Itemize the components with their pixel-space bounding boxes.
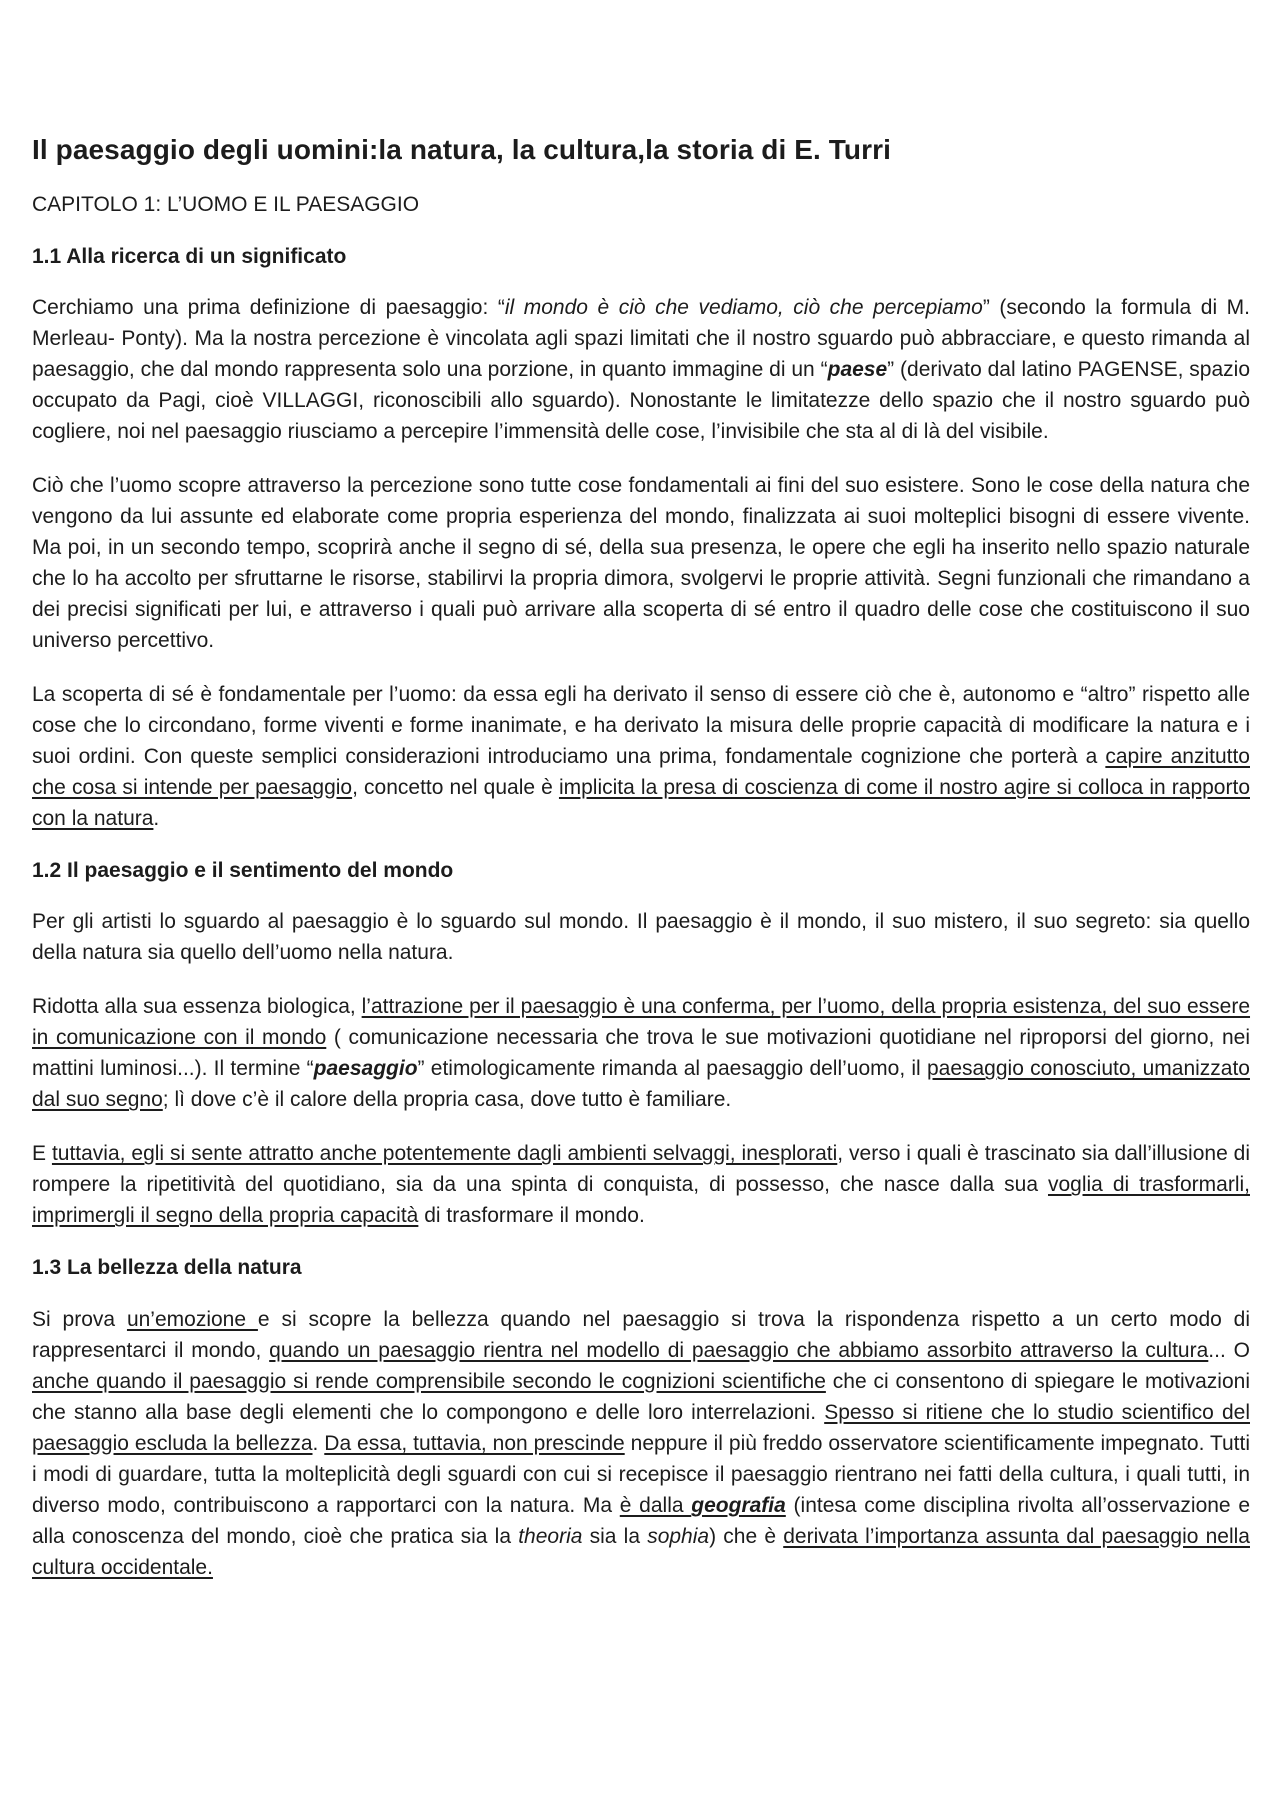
section-heading-1-3: 1.3 La bellezza della natura [32,1256,302,1280]
underlined-text: tuttavia, egli si sente attratto anche potentemente dagli ambienti selvaggi, inesplorati [51,1142,838,1166]
text-run: , concetto nel quale è [352,776,559,800]
paragraph-1-1-c [32,679,1250,834]
underlined-text: Da essa, tuttavia, non prescinde [324,1431,625,1455]
paragraph-1-3-a [32,1304,1250,1583]
document-title: Il paesaggio degli uomini:la natura, la cultura,la storia di E. Turri [32,134,891,165]
text-run: di trasformare il mondo. [418,1204,645,1228]
underlined-text: Spesso si ritiene che lo studio scientifico del paesaggio escluda la bellezza [32,1400,1250,1455]
term-bold-italic-underlined: geografia [691,1493,786,1517]
paragraph-1-1-b: Ciò che l’uomo scopre attraverso la percezione sono tutte cose fondamentali ai fini del suo esistere. Sono le cose della natura che vengono da lui assunte ed elaborate come propria esperienza del mondo, finalizzata ai suoi molteplici bisogni di essere vivente. Ma poi, in un secondo tempo, scoprirà anche il segno di sé, della sua presenza, le opere che egli ha inserito nello spazio naturale che lo ha accolto per sfruttarne le risorse, stabilirvi la propria dimora, svolgervi le proprie attività. Segni funzionali che rimandano a dei precisi significati per lui, e attraverso i quali può arrivare alla scoperta di sé entro il quadro delle cose che costituiscono il suo universo percettivo. [32,474,1250,653]
paragraph-1-2-c [32,1138,1250,1231]
text-run: , verso i quali è trascinato sia dall’illusione di rompere la ripetitività del quotidiano, sia da una spinta di conquista, di possesso, che nasce dalla sua [32,1142,1251,1197]
term-italic: theoria [518,1524,583,1548]
text-run: E [32,1142,52,1166]
text-run: che ci consentono di spiegare le motivazioni che stanno alla base degli elementi che lo compongono e delle loro interrelazioni. [32,1369,1250,1424]
underlined-text: è dalla [619,1493,692,1517]
text-run: e si scopre la bellezza quando nel paesaggio si trova la rispondenza rispetto a un certo modo di rappresentarci il mondo, [32,1307,1251,1362]
text-run: Cerchiamo una prima definizione di paesaggio: “ [32,296,505,320]
section-heading-1-1: 1.1 Alla ricerca di un significato [32,244,347,268]
text-run: La scoperta di sé è fondamentale per l’uomo: da essa egli ha derivato il senso di essere ciò che è, autonomo e “altro” rispetto alle cose che lo circondano, forme viventi e forme inanimate, e ha derivato la misura delle proprie capacità di modificare la natura e i suoi ordini. Con queste semplici considerazioni introduciamo una prima, fondamentale cognizione che porterà a [32,683,1250,769]
text-run: . [312,1431,325,1455]
text-run: ” (secondo la formula di M. Merleau- Ponty). Ma la nostra percezione è vincolata agli spazi limitati che il nostro sguardo può abbracciare, e questo rimanda al paesaggio, che dal mondo rappresenta solo una porzione, in quanto immagine di un “ [32,296,1250,382]
text-run: ” (derivato dal latino PAGENSE, spazio occupato da Pagi, cioè VILLAGGI, riconoscibili allo sguardo). Nonostante le limitatezze dello spazio che il nostro sguardo può cogliere, noi nel paesaggio riusciamo a percepire l’immensità delle cose, l’invisibile che sta al di là del visibile. [32,358,1251,444]
underlined-text: anche quando il paesaggio si rende comprensibile secondo le cognizioni scientifiche [32,1369,826,1393]
text-run: neppure il più freddo osservatore scientificamente impegnato. Tutti i modi di guardare, tutta la molteplicità degli sguardi con cui si recepisce il paesaggio rientrano nei fatti della cultura, i quali tutti, in diverso modo, contribuiscono a rapportarci con la natura. Ma [32,1431,1251,1517]
text-run: sia la [582,1524,648,1548]
term-bold-italic: paesaggio [313,1057,418,1081]
text-run: ) che è [709,1524,784,1548]
underlined-text: implicita la presa di coscienza di come il nostro agire si colloca in rapporto con la natura [32,776,1250,831]
underlined-text: l’attrazione per il paesaggio è una conferma, per l’uomo, della propria esistenza, del suo essere in comunicazione con il mondo [32,995,1251,1050]
text-run: ” etimologicamente rimanda al paesaggio dell’uomo, il [417,1057,927,1081]
term-italic: sophia [647,1524,710,1548]
chapter-heading: CAPITOLO 1: L’UOMO E IL PAESAGGIO [32,192,420,216]
text-run: Si prova [32,1307,127,1331]
text-run: ... O [1208,1338,1250,1362]
underlined-text: quando un paesaggio rientra nel modello di paesaggio che abbiamo assorbito attraverso la cultura [269,1338,1209,1362]
text-run: ( comunicazione necessaria che trova le sue motivazioni quotidiane nel riproporsi del giorno, nei mattini luminosi...). Il termine “ [32,1026,1250,1081]
underlined-text: paesaggio conosciuto, umanizzato dal suo segno [32,1057,1250,1112]
quote-italic: il mondo è ciò che vediamo, ciò che percepiamo [504,296,983,320]
paragraph-1-2-a: Per gli artisti lo sguardo al paesaggio è lo sguardo sul mondo. Il paesaggio è il mondo, il suo mistero, il suo segreto: sia quello della natura sia quello dell’uomo nella natura. [32,910,1250,965]
underlined-text: voglia di trasformarli, imprimergli il segno della propria capacità [32,1173,1250,1228]
paragraph-1-1-a [32,292,1250,447]
term-bold-italic: paese [827,358,888,382]
underlined-text: derivata l’importanza assunta dal paesaggio nella cultura occidentale. [32,1524,1250,1579]
section-heading-1-2: 1.2 Il paesaggio e il sentimento del mondo [32,859,454,883]
paragraph-1-2-b [32,991,1250,1115]
text-run: (intesa come disciplina rivolta all’osservazione e alla conoscenza del mondo, cioè che pratica sia la [32,1493,1251,1548]
text-run: . [153,807,160,831]
text-run: Ridotta alla sua essenza biologica, [32,995,362,1019]
underlined-text: capire anzitutto che cosa si intende per paesaggio [32,745,1250,800]
underlined-text: un’emozione [126,1307,258,1331]
text-run: ; lì dove c’è il calore della propria casa, dove tutto è familiare. [162,1088,732,1112]
